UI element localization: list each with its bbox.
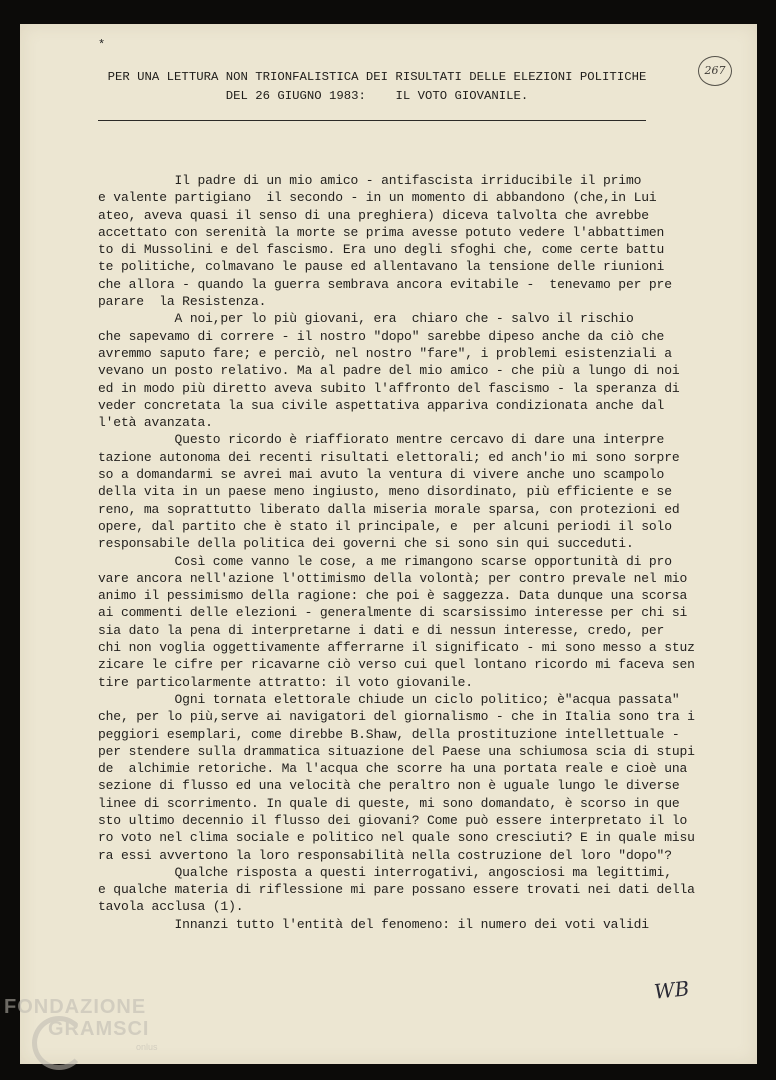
text-line: te politiche, colmavano le pause ed allentavano la tensione delle riunioni — [98, 259, 665, 275]
text-line: e valente partigiano il secondo - in un momento di abbandono (che,in Lui — [98, 190, 657, 206]
text-line: parare la Resistenza. — [98, 294, 267, 310]
text-line: tazione autonoma dei recenti risultati elettorali; ed anch'io mi sono sorpre — [98, 449, 680, 465]
text-line: avremmo saputo fare; e perciò, nel nostro "fare", i problemi esistenziali a — [98, 345, 672, 361]
text-line: tire particolarmente attratto: il voto giovanile. — [98, 674, 473, 690]
text-line: che sapevamo di correre - il nostro "dopo" sarebbe dipeso anche da ciò che — [98, 328, 665, 344]
text-line: de alchimie retoriche. Ma l'acqua che scorre ha una portata reale e cioè una — [98, 761, 688, 777]
text-line: che, per lo più,serve ai navigatori del giornalismo - che in Italia sono tra i — [98, 709, 695, 725]
document-body — [98, 172, 695, 933]
text-line: so a domandarmi se avrei mai avuto la ventura di vivere anche uno scampolo — [98, 467, 665, 483]
text-line: peggiori esemplari, come direbbe B.Shaw, della prostituzione intellettuale - — [98, 726, 680, 742]
handwritten-initials: WB — [652, 976, 691, 1004]
text-line: tavola acclusa (1). — [98, 899, 244, 915]
text-line: Così come vanno le cose, a me rimangono scarse opportunità di pro — [98, 553, 672, 569]
text-line: della vita in un paese meno ingiusto, meno disordinato, più efficiente e se — [98, 484, 672, 500]
watermark-line-2: GRAMSCI — [48, 1018, 150, 1040]
text-line: to di Mussolini e del fascismo. Era uno degli sfoghi che, come certe battu — [98, 242, 665, 258]
text-line: sto ultimo decennio il flusso dei giovani? Come può essere interpretato il lo — [98, 812, 688, 828]
text-line: vevano un posto relativo. Ma al padre del mio amico - che più a lungo di noi — [98, 363, 680, 379]
text-line: vare ancora nell'azione l'ottimismo della volontà; per contro prevale nel mio — [98, 570, 688, 586]
text-line: per stendere sulla drammatica situazione del Paese una schiumosa scia di stupi — [98, 743, 695, 759]
text-line: Il padre di un mio amico - antifascista irriducibile il primo — [98, 173, 642, 188]
text-line: ed in modo più diretto aveva subito l'affronto del fascismo - la speranza di — [98, 380, 680, 396]
watermark-line-1: FONDAZIONE — [4, 996, 147, 1018]
text-line: opere, dal partito che è stato il principale, e per alcuni periodi il solo — [98, 518, 672, 534]
text-line: accettato con serenità la morte se prima avesse potuto vedere l'abbattimen — [98, 224, 665, 240]
document-title — [92, 68, 662, 106]
text-line: veder concretata la sua civile aspettativa appariva condizionata anche dal — [98, 397, 665, 413]
text-line: sia dato la pena di interpretarne i dati e di nessun interesse, credo, per — [98, 622, 665, 638]
title-line: PER UNA LETTURA NON TRIONFALISTICA DEI RISULTATI DELLE ELEZIONI POLITICHE — [107, 70, 647, 84]
text-line: responsabile della politica dei governi che si sono sin qui succeduti. — [98, 536, 634, 552]
text-line: ai commenti delle elezioni - generalmente di scarsissimo interesse per chi si — [98, 605, 688, 621]
text-line: ro voto nel clima sociale e politico nel quale sono cresciuti? E in quale misu — [98, 830, 695, 846]
text-line: ateo, aveva quasi il senso di una preghiera) diceva talvolta che avrebbe — [98, 207, 649, 223]
text-line: e qualche materia di riflessione mi pare possano essere trovati nei dati della — [98, 882, 695, 898]
text-line: animo il pessimismo della ragione: che poi è saggezza. Data dunque una scorsa — [98, 588, 688, 604]
text-line: l'età avanzata. — [98, 415, 213, 431]
text-line: Ogni tornata elettorale chiude un ciclo politico; è"acqua passata" — [98, 691, 680, 707]
text-line: Qualche risposta a questi interrogativi, angosciosi ma legittimi, — [98, 864, 672, 880]
text-line: chi non voglia oggettivamente afferrarne il significato - mi sono messo a stuz — [98, 640, 695, 656]
title-line: DEL 26 GIUGNO 1983: IL VOTO GIOVANILE. — [225, 89, 529, 103]
text-line: ra essi avvertono la loro responsabilità nella costruzione del loro "dopo"? — [98, 847, 672, 863]
text-line: linee di scorrimento. In quale di queste, mi sono domandato, è scorso in que — [98, 795, 680, 811]
text-line: Questo ricordo è riaffiorato mentre cercavo di dare una interpre — [98, 432, 665, 448]
page-number: 267 — [698, 56, 732, 86]
text-line: zicare le cifre per ricavarne ciò verso cui quel lontano ricordo mi faceva sen — [98, 657, 695, 673]
text-line: Innanzi tutto l'entità del fenomeno: il numero dei voti validi — [98, 916, 649, 932]
text-line: che allora - quando la guerra sembrava ancora evitabile - tenevamo per pre — [98, 276, 672, 292]
text-line: sezione di flusso ed una velocità che peraltro non è uguale lungo le diverse — [98, 778, 680, 794]
ink-mark: * — [98, 38, 106, 52]
fondazione-gramsci-watermark — [4, 996, 204, 1076]
title-divider — [98, 120, 646, 121]
text-line: reno, ma soprattutto liberato dalla miseria morale sparsa, con protezioni ed — [98, 501, 680, 517]
watermark-onlus: onlus — [136, 1042, 158, 1052]
text-line: A noi,per lo più giovani, era chiaro che - salvo il rischio — [98, 311, 634, 327]
